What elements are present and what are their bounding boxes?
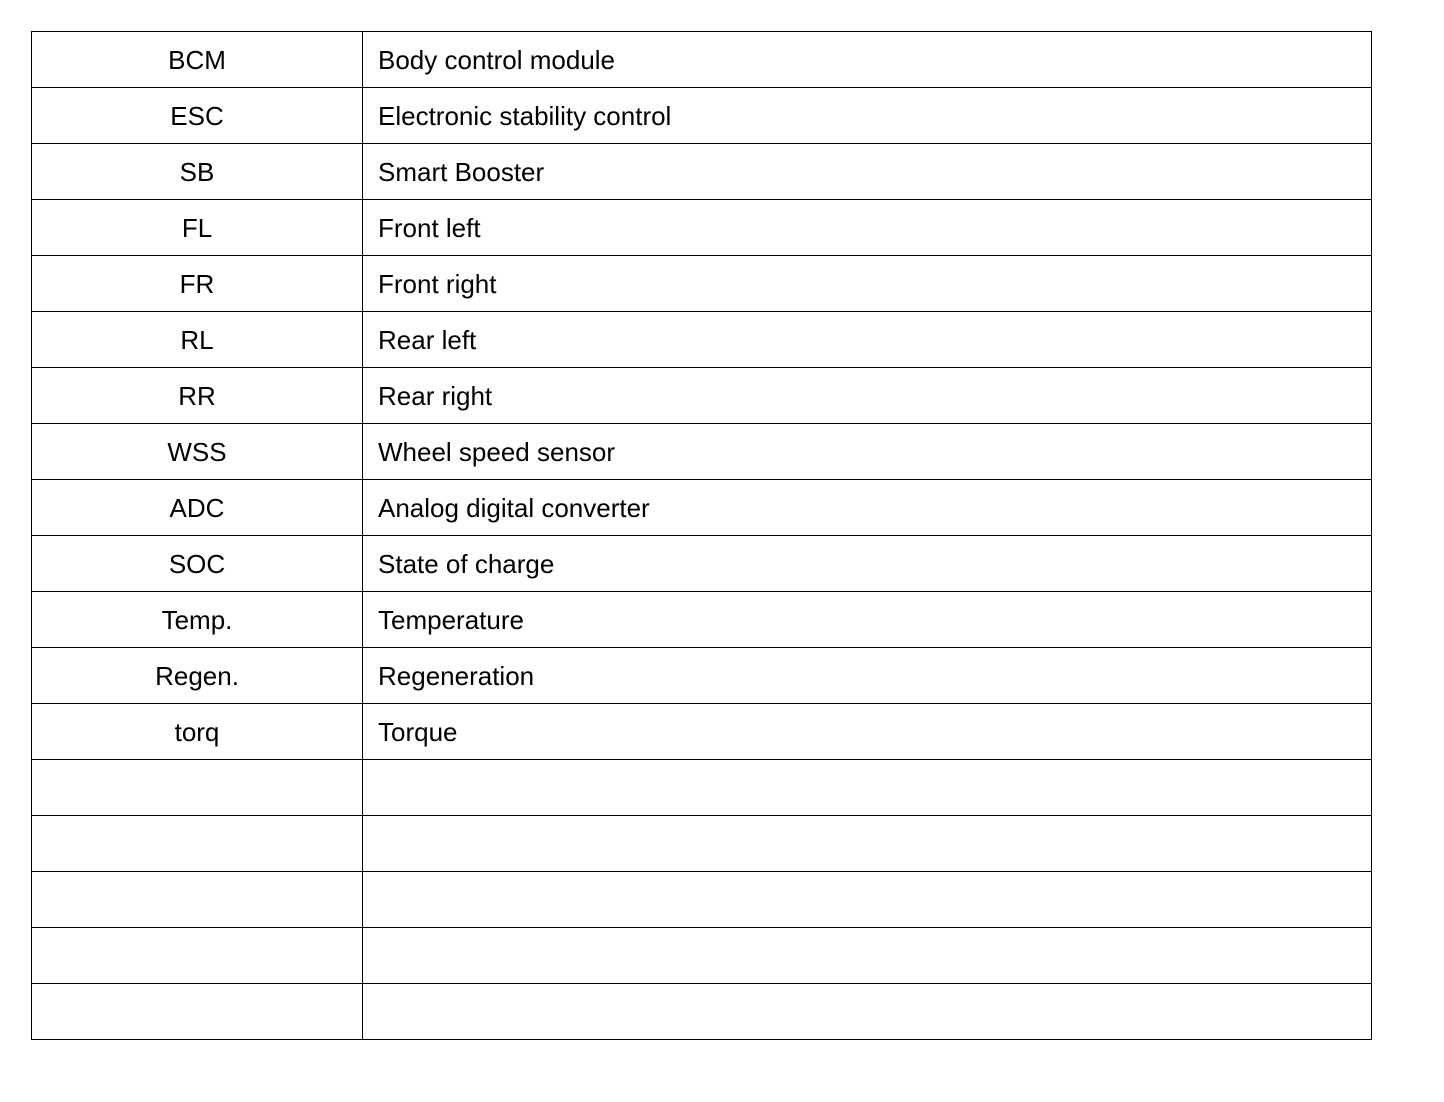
table-row xyxy=(32,536,1372,592)
abbreviation-cell: BCM xyxy=(32,32,363,88)
table-row-empty xyxy=(32,928,1372,984)
abbreviation-cell: Regen. xyxy=(32,648,363,704)
abbreviation-cell: FL xyxy=(32,200,363,256)
table-row xyxy=(32,368,1372,424)
table-row xyxy=(32,424,1372,480)
table-row xyxy=(32,648,1372,704)
abbreviation-cell: RR xyxy=(32,368,363,424)
description-cell: Front left xyxy=(363,200,1372,256)
description-cell xyxy=(363,760,1372,816)
abbreviation-cell: SB xyxy=(32,144,363,200)
description-cell xyxy=(363,928,1372,984)
description-cell: Regeneration xyxy=(363,648,1372,704)
description-cell xyxy=(363,872,1372,928)
abbreviation-cell xyxy=(32,928,363,984)
description-cell: State of charge xyxy=(363,536,1372,592)
abbreviation-table-body xyxy=(32,32,1372,1040)
description-cell: Smart Booster xyxy=(363,144,1372,200)
table-row-empty xyxy=(32,872,1372,928)
description-cell xyxy=(363,984,1372,1040)
description-cell: Wheel speed sensor xyxy=(363,424,1372,480)
abbreviation-cell: ADC xyxy=(32,480,363,536)
abbreviation-cell: FR xyxy=(32,256,363,312)
abbreviation-table xyxy=(31,31,1372,1040)
table-row xyxy=(32,256,1372,312)
table-row xyxy=(32,480,1372,536)
table-row xyxy=(32,704,1372,760)
abbreviation-cell: torq xyxy=(32,704,363,760)
abbreviation-cell xyxy=(32,984,363,1040)
table-row xyxy=(32,144,1372,200)
abbreviation-cell: RL xyxy=(32,312,363,368)
description-cell: Body control module xyxy=(363,32,1372,88)
description-cell: Rear left xyxy=(363,312,1372,368)
abbreviation-cell: WSS xyxy=(32,424,363,480)
description-cell: Rear right xyxy=(363,368,1372,424)
table-row-empty xyxy=(32,760,1372,816)
abbreviation-cell xyxy=(32,760,363,816)
table-row xyxy=(32,200,1372,256)
description-cell: Torque xyxy=(363,704,1372,760)
abbreviation-cell xyxy=(32,816,363,872)
abbreviation-cell: ESC xyxy=(32,88,363,144)
description-cell: Front right xyxy=(363,256,1372,312)
table-row xyxy=(32,312,1372,368)
description-cell: Temperature xyxy=(363,592,1372,648)
abbreviation-cell: SOC xyxy=(32,536,363,592)
abbreviation-cell xyxy=(32,872,363,928)
table-row xyxy=(32,88,1372,144)
description-cell xyxy=(363,816,1372,872)
table-row-empty xyxy=(32,816,1372,872)
description-cell: Electronic stability control xyxy=(363,88,1372,144)
table-row-empty xyxy=(32,984,1372,1040)
abbreviation-cell: Temp. xyxy=(32,592,363,648)
description-cell: Analog digital converter xyxy=(363,480,1372,536)
table-row xyxy=(32,32,1372,88)
table-row xyxy=(32,592,1372,648)
